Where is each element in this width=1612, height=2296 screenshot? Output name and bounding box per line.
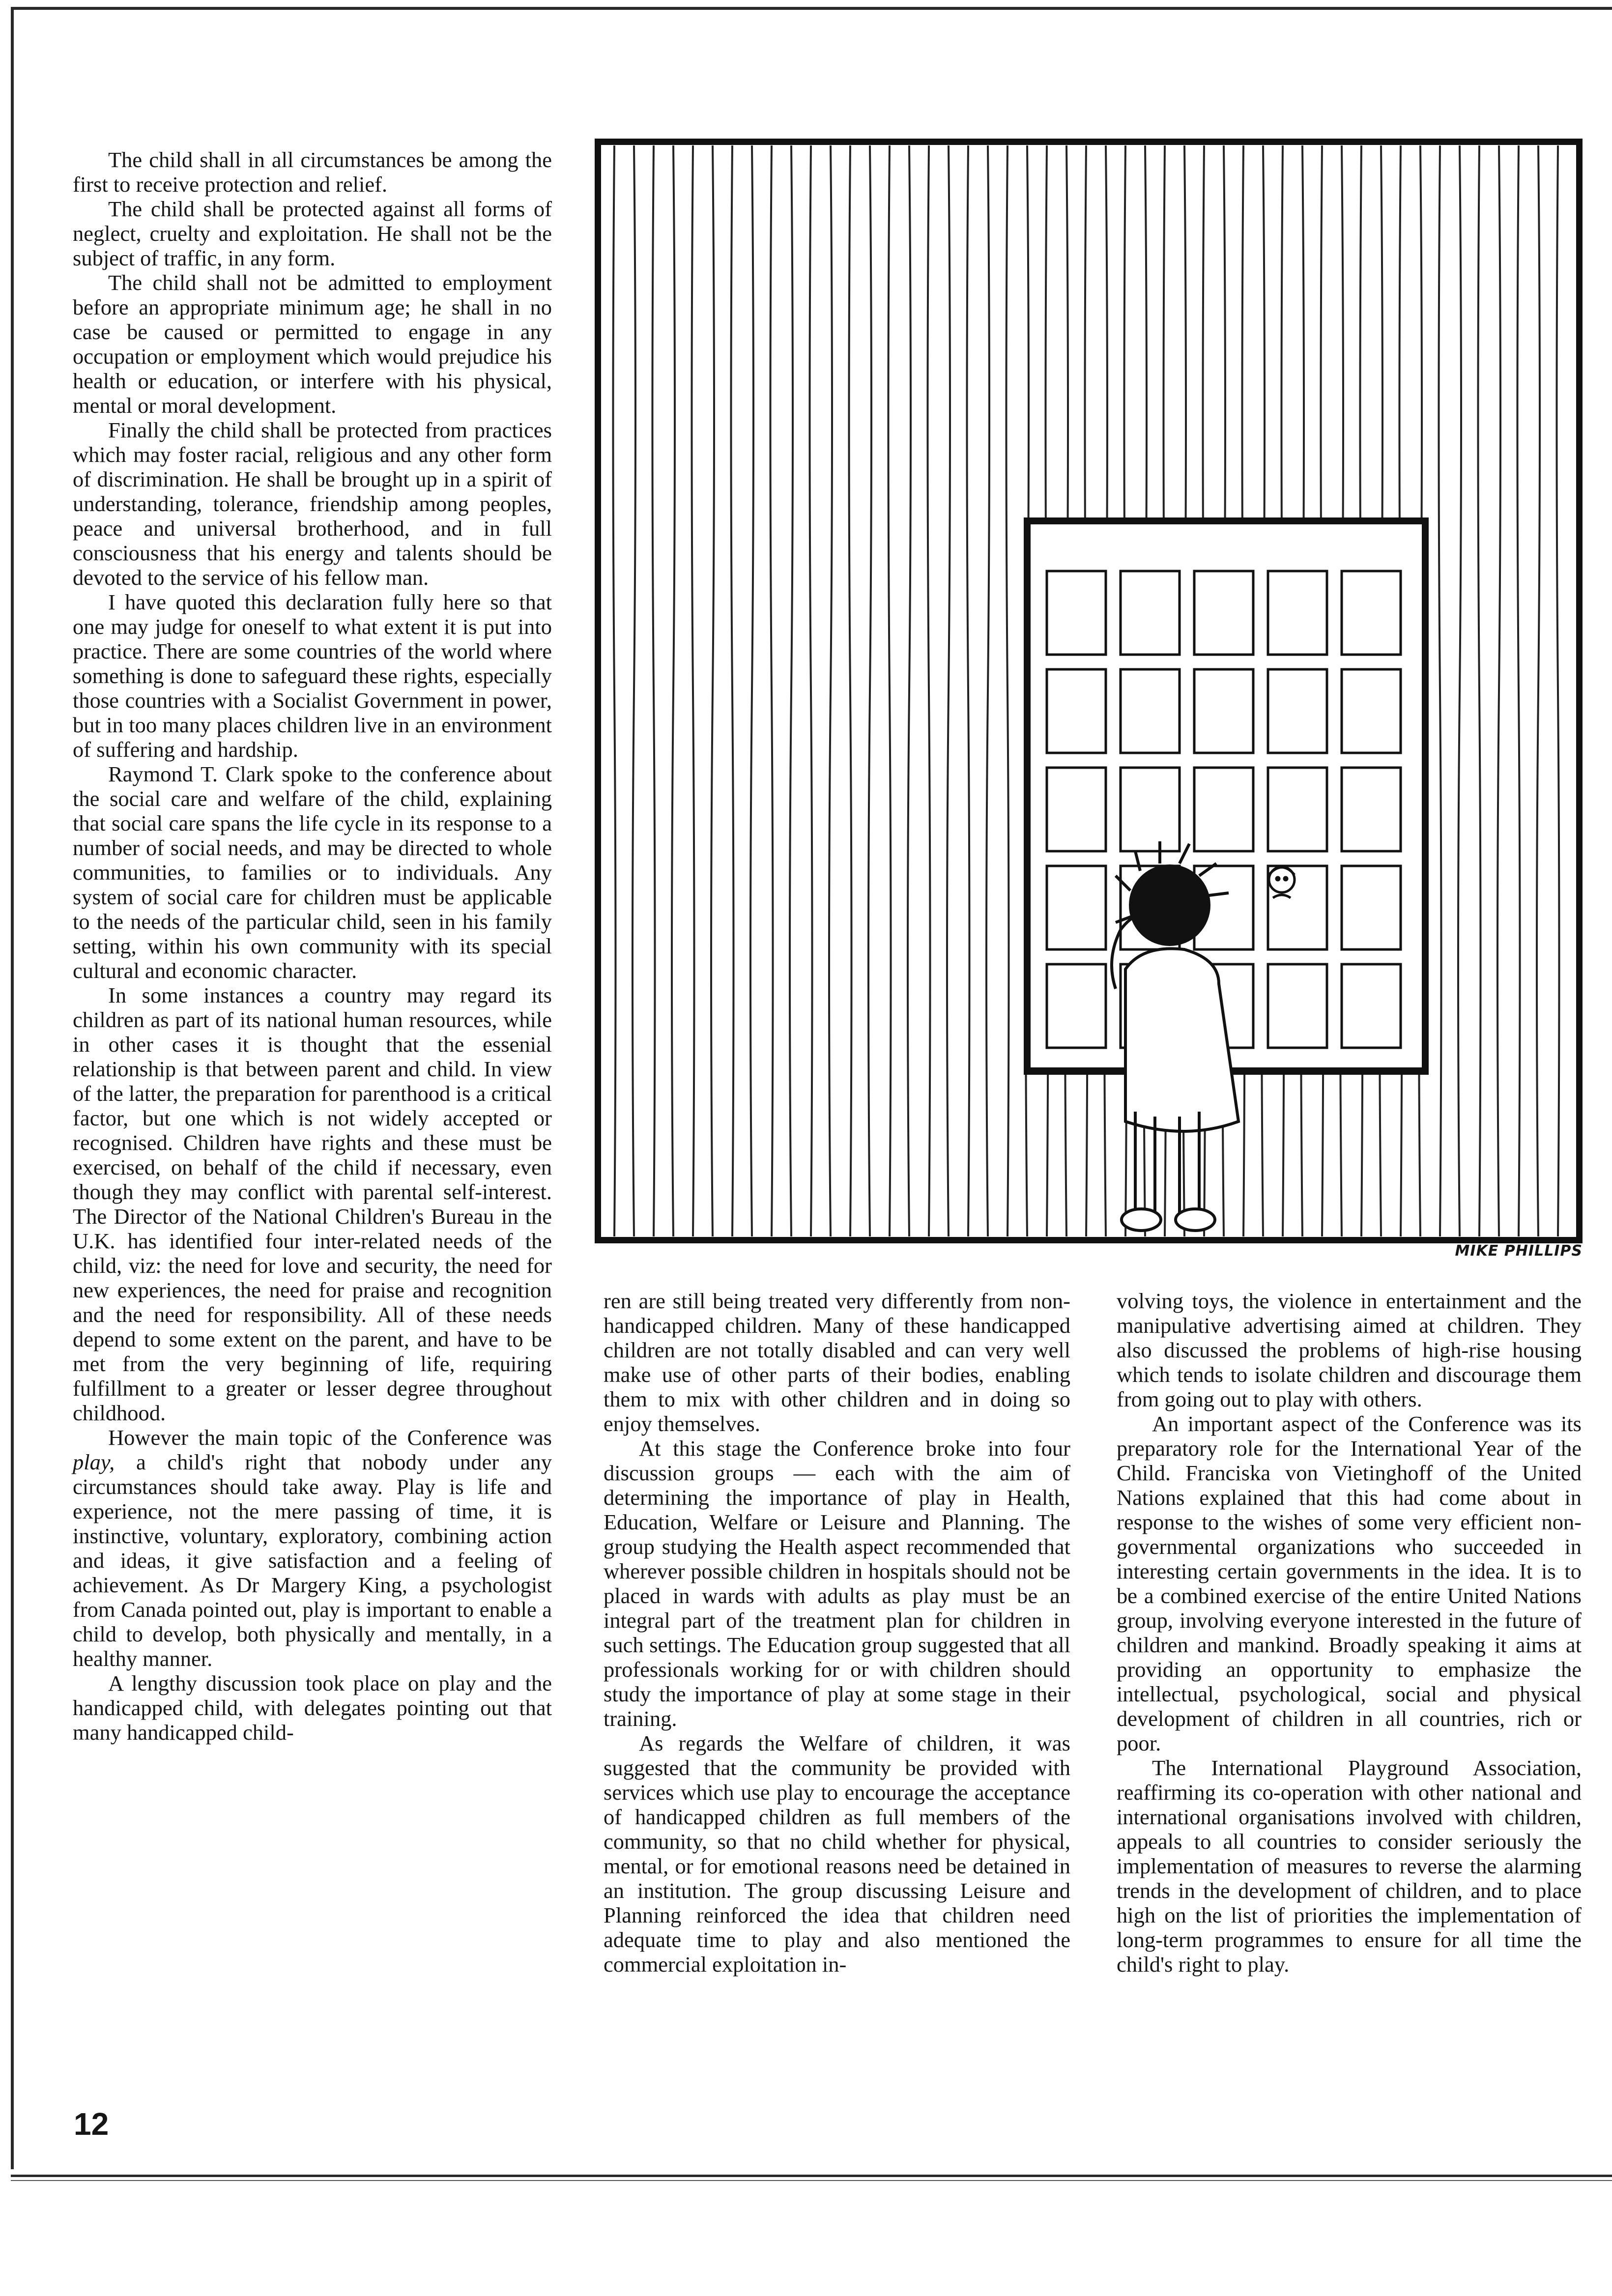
window-pane — [1121, 669, 1180, 753]
window-pane — [1268, 768, 1327, 851]
text-column-right — [1117, 1289, 1582, 1977]
text-column-left — [73, 147, 552, 1745]
paragraph: The child shall in all circumstances be among the first to receive protection and relief. — [73, 147, 552, 197]
window-pane — [1342, 964, 1401, 1048]
paragraph: ren are still being treated very differently from non-handicapped children. Many of these handicapped children are not totally disabled and can very well make use of other parts of their bodies, enabling them to mix with other children and in doing so enjoy themselves. — [604, 1289, 1070, 1436]
window-pane — [1194, 669, 1253, 753]
paragraph: An important aspect of the Conference was its preparatory role for the International Year of the Child. Franciska von Vietinghoff of the United Nations explained that this had come about in response to the wishes of some very efficient non-governmental organizations who succeeded in interesting certain governments in the idea. It is to be a combined exercise of the entire United Nations group, involving everyone interested in the future of children and mankind. Broadly speaking it aims at providing an opportunity to emphasize the intellectual, psychological, social and physical development of children in all countries, rich or poor. — [1117, 1411, 1582, 1755]
paragraph: Finally the child shall be protected from practices which may foster racial, religious and any other form of discrimination. He shall be brought up in a spirit of understanding, tolerance, friendship among peoples, peace and universal brotherhood, and in full consciousness that his energy and talents should be devoted to the service of his fellow man. — [73, 418, 552, 590]
window — [1027, 521, 1426, 1074]
window-pane — [1194, 571, 1253, 655]
paragraph: The International Playground Association, reaffirming its co-operation with other national and international organisations involved with children, appeals to all countries to consider seriously the implementation of measures to reverse the alarming trends in the development of children, and to place high on the list of priorities the implementation of long-term programmes to ensure for all time the child's right to play. — [1117, 1755, 1582, 1977]
window-pane — [1342, 866, 1401, 949]
window-pane — [1342, 669, 1401, 753]
window-pane — [1047, 571, 1106, 655]
cartoon-illustration — [595, 139, 1583, 1243]
emphasis-play: play, — [73, 1450, 115, 1474]
child-at-window-drawing — [595, 139, 1583, 1243]
paragraph: I have quoted this declaration fully here so that one may judge for oneself to what extent it is put into practice. There are some countries of the world where something is done to safeguard these rights, especially those countries with a Socialist Government in power, but in too many places children live in an environment of suffering and hardship. — [73, 590, 552, 762]
paragraph: volving toys, the violence in entertainment and the manipulative advertising aimed at children. They also discussed the problems of high-rise housing which tends to isolate children and discourage them from going out to play with others. — [1117, 1289, 1582, 1411]
text-column-middle — [604, 1289, 1070, 1977]
window-pane — [1342, 768, 1401, 851]
paragraph: In some instances a country may regard its children as part of its national human resources, while in other cases it is thought that the essenial relationship is that between parent and child. In view of the latter, the preparation for parenthood is a critical factor, but one which is not widely accepted or recognised. Children have rights and these must be exercised, on behalf of the child if necessary, even though they may conflict with parental self-interest. The Director of the National Children's Bureau in the U.K. has identified four inter-related needs of the child, viz: the need for love and security, the need for new experiences, the need for praise and recognition and the need for responsibility. All of these needs depend to some extent on the parent, and have to be met from the very beginning of life, requiring fulfillment to a greater or lesser degree throughout childhood. — [73, 983, 552, 1425]
page-bottom-rule-thin — [11, 2180, 1612, 2181]
paragraph: At this stage the Conference broke into four discussion groups — each with the aim of determining the importance of play in Health, Education, Welfare or Leisure and Planning. The group studying the Health aspect recommended that wherever possible children in hospitals should not be placed in wards with adults as play must be an integral part of the treatment plan for children in such settings. The Education group suggested that all professionals working for or with children should study the importance of play at some stage in their training. — [604, 1436, 1070, 1731]
page-top-rule — [11, 7, 1612, 10]
page-left-rule — [11, 7, 14, 2169]
paragraph — [73, 1425, 552, 1671]
paragraph: The child shall not be admitted to employment before an appropriate minimum age; he shall in no case be caused or permitted to engage in any occupation or employment which would prejudice his health or education, or interfere with his physical, mental or moral development. — [73, 270, 552, 418]
window-pane — [1047, 669, 1106, 753]
window-pane — [1194, 768, 1253, 851]
paragraph: A lengthy discussion took place on play and the handicapped child, with delegates pointing out that many handicapped child- — [73, 1671, 552, 1745]
page-bottom-rule — [11, 2175, 1612, 2177]
paragraph-text: However the main topic of the Conference was — [108, 1425, 552, 1450]
window-pane — [1268, 964, 1327, 1048]
paragraph-text: a child's right that nobody under any circumstances should take away. Play is life and experience, not the mere passing of time, it is instinctive, voluntary, exploratory, combining action and ideas, it give satisfaction and a feeling of achievement. As Dr Margery King, a psychologist from Canada pointed out, play is important to enable a child to develop, both physically and mentally, in a healthy manner. — [73, 1450, 552, 1671]
page-number: 12 — [74, 2106, 109, 2142]
paragraph: The child shall be protected against all forms of neglect, cruelty and exploitation. He shall not be the subject of traffic, in any form. — [73, 197, 552, 270]
window-pane — [1047, 866, 1106, 949]
window-pane — [1268, 669, 1327, 753]
paragraph: Raymond T. Clark spoke to the conference about the social care and welfare of the child, explaining that social care spans the life cycle in its response to a number of social needs, and may be directed to whole communities, to families or to individuals. Any system of social care for children must be applicable to the needs of the particular child, seen in his family setting, within his own community with its special cultural and economic character. — [73, 762, 552, 983]
window-pane — [1047, 768, 1106, 851]
window-pane — [1047, 964, 1106, 1048]
window-pane — [1268, 571, 1327, 655]
window-pane — [1121, 768, 1180, 851]
artist-credit: MIKE PHILLIPS — [1455, 1242, 1583, 1260]
window-pane — [1121, 571, 1180, 655]
window-pane — [1342, 571, 1401, 655]
paragraph: As regards the Welfare of children, it was suggested that the community be provided with services which use play to encourage the acceptance of handicapped children as full members of the community, so that no child whether for physical, mental, or for emotional reasons need be detained in an institution. The group discussing Leisure and Planning reinforced the idea that children need adequate time to play and also mentioned the commercial exploitation in- — [604, 1731, 1070, 1977]
